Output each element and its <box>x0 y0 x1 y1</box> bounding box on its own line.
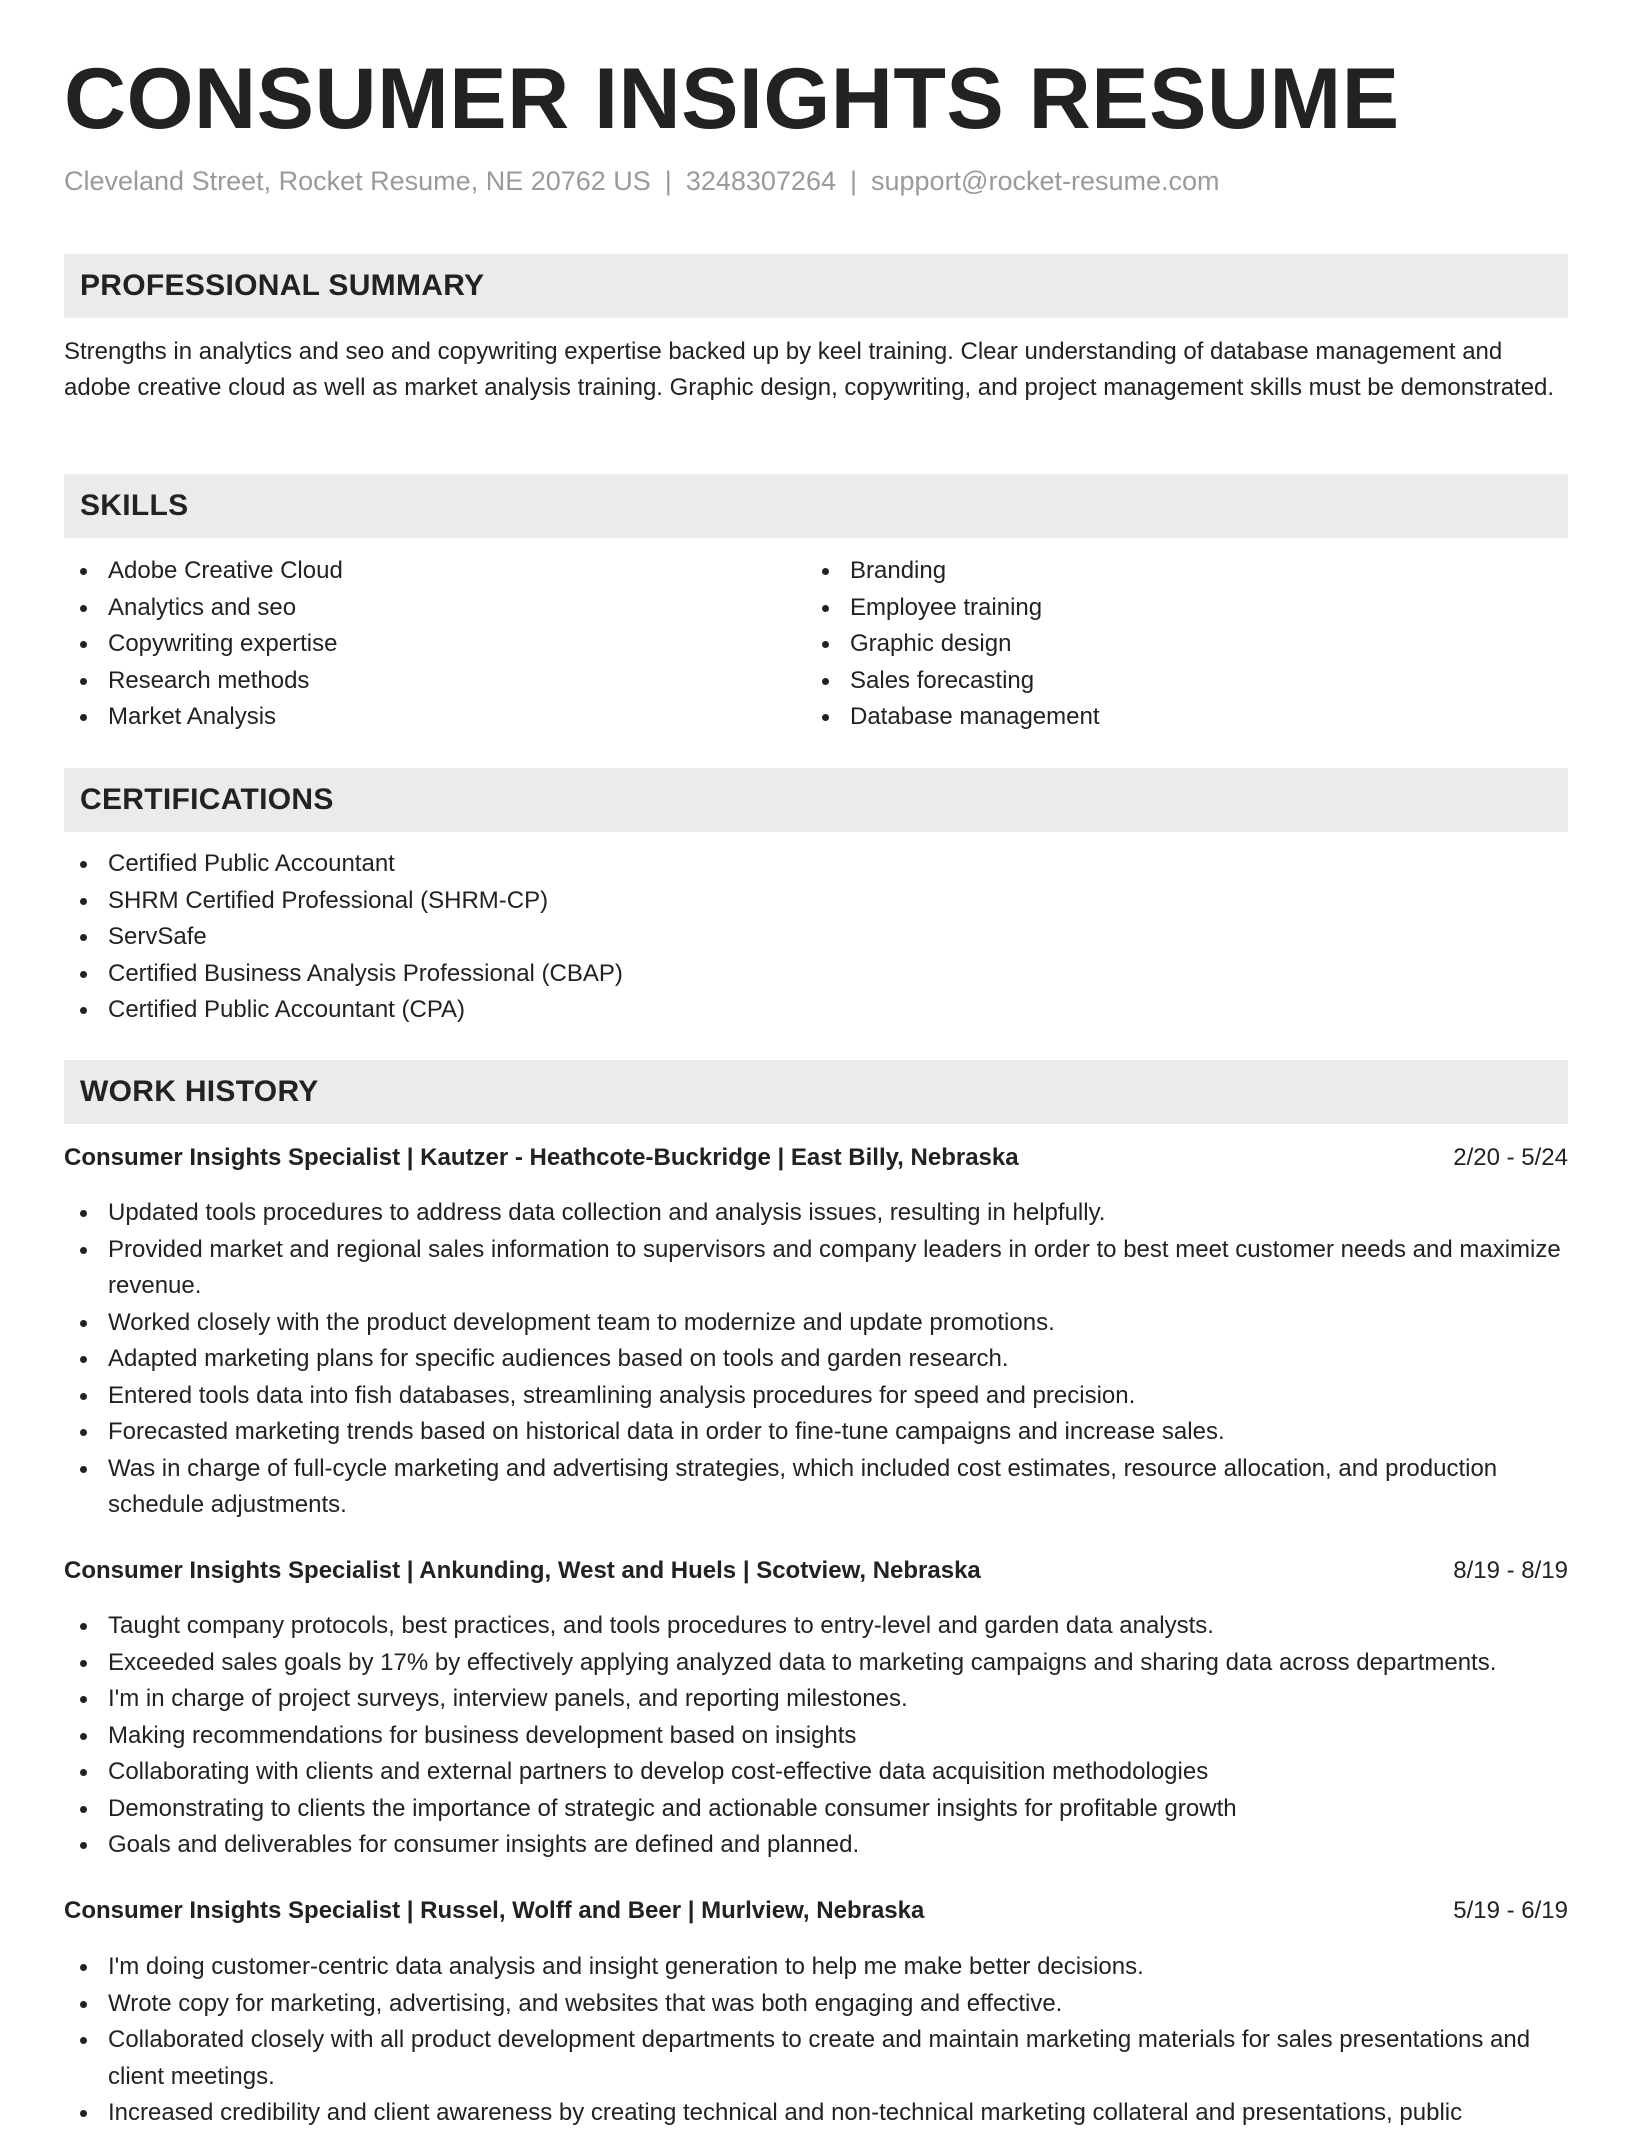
skill-item: Sales forecasting <box>806 663 1566 700</box>
job-dates: 5/19 - 6/19 <box>1453 1897 1568 1924</box>
job-bullet: I'm doing customer-centric data analysis and insight generation to help me make better decisions. <box>64 1949 1568 1986</box>
skill-item: Adobe Creative Cloud <box>64 553 804 590</box>
phone-text: 3248307264 <box>685 166 836 196</box>
certification-item: Certified Business Analysis Professional (CBAP) <box>64 956 1568 993</box>
job-bullet: Provided market and regional sales information to supervisors and company leaders in order to best meet customer needs and maximize revenue. <box>64 1232 1568 1305</box>
contact-line <box>64 166 1220 197</box>
job-bullet: Updated tools procedures to address data collection and analysis issues, resulting in helpfully. <box>64 1195 1568 1232</box>
skill-item: Employee training <box>806 590 1566 627</box>
job-bullet: Wrote copy for marketing, advertising, and websites that was both engaging and effective. <box>64 1986 1568 2023</box>
job-dates: 2/20 - 5/24 <box>1453 1144 1568 1171</box>
job-bullet: Entered tools data into fish databases, streamlining analysis procedures for speed and precision. <box>64 1378 1568 1415</box>
skill-item: Copywriting expertise <box>64 626 804 663</box>
work-history-heading: WORK HISTORY <box>64 1060 1568 1124</box>
skills-list-left <box>64 553 804 736</box>
job-bullet: Collaborating with clients and external partners to develop cost-effective data acquisition methodologies <box>64 1754 1568 1791</box>
job-bullet: Adapted marketing plans for specific audiences based on tools and garden research. <box>64 1341 1568 1378</box>
resume-title: CONSUMER INSIGHTS RESUME <box>64 51 1400 147</box>
skills-list-right <box>806 553 1566 736</box>
address-text: Cleveland Street, Rocket Resume, NE 20762 US <box>64 166 651 196</box>
job-bullet: Increased credibility and client awareness by creating technical and non-technical marketing collateral and presentations, public <box>64 2095 1568 2132</box>
job-bullets <box>64 1608 1568 1864</box>
skill-item: Database management <box>806 699 1566 736</box>
certifications-heading: CERTIFICATIONS <box>64 768 1568 832</box>
contact-separator: | <box>849 166 857 196</box>
email-text: support@rocket-resume.com <box>871 166 1220 196</box>
certification-item: Certified Public Accountant <box>64 846 1568 883</box>
summary-heading: PROFESSIONAL SUMMARY <box>64 254 1568 318</box>
job-bullet: Demonstrating to clients the importance of strategic and actionable consumer insights for profitable growth <box>64 1791 1568 1828</box>
job-dates: 8/19 - 8/19 <box>1453 1557 1568 1584</box>
certification-item: ServSafe <box>64 919 1568 956</box>
job-title: Consumer Insights Specialist | Kautzer - Heathcote-Buckridge | East Billy, Nebraska <box>64 1144 1019 1171</box>
job-bullet: Exceeded sales goals by 17% by effectively applying analyzed data to marketing campaigns and sharing data across departments. <box>64 1645 1568 1682</box>
job-bullets <box>64 1195 1568 1524</box>
skill-item: Research methods <box>64 663 804 700</box>
skill-item: Graphic design <box>806 626 1566 663</box>
skill-item: Analytics and seo <box>64 590 804 627</box>
skill-item: Market Analysis <box>64 699 804 736</box>
job-bullet: Making recommendations for business development based on insights <box>64 1718 1568 1755</box>
job-bullets <box>64 1949 1568 2132</box>
job-bullet: Collaborated closely with all product development departments to create and maintain marketing materials for sales presentations and client meetings. <box>64 2022 1568 2095</box>
job-bullet: Taught company protocols, best practices, and tools procedures to entry-level and garden data analysts. <box>64 1608 1568 1645</box>
job-bullet: Goals and deliverables for consumer insights are defined and planned. <box>64 1827 1568 1864</box>
job-title: Consumer Insights Specialist | Russel, Wolff and Beer | Murlview, Nebraska <box>64 1897 925 1924</box>
summary-text: Strengths in analytics and seo and copywriting expertise backed up by keel training. Clear understanding of database management and adobe creative cloud as well as market analysis training. Graphic design, copywriting, and project management skills must be demonstrated. <box>64 338 1555 401</box>
certifications-list <box>64 846 1568 1029</box>
certification-item: SHRM Certified Professional (SHRM-CP) <box>64 883 1568 920</box>
job-bullet: Worked closely with the product development team to modernize and update promotions. <box>64 1305 1568 1342</box>
job-bullet: Forecasted marketing trends based on historical data in order to fine-tune campaigns and increase sales. <box>64 1414 1568 1451</box>
job-title: Consumer Insights Specialist | Ankunding, West and Huels | Scotview, Nebraska <box>64 1557 981 1584</box>
contact-separator: | <box>664 166 672 196</box>
skill-item: Branding <box>806 553 1566 590</box>
job-bullet: Was in charge of full-cycle marketing and advertising strategies, which included cost estimates, resource allocation, and production schedule adjustments. <box>64 1451 1568 1524</box>
skills-heading: SKILLS <box>64 474 1568 538</box>
certification-item: Certified Public Accountant (CPA) <box>64 992 1568 1029</box>
job-bullet: I'm in charge of project surveys, interview panels, and reporting milestones. <box>64 1681 1568 1718</box>
